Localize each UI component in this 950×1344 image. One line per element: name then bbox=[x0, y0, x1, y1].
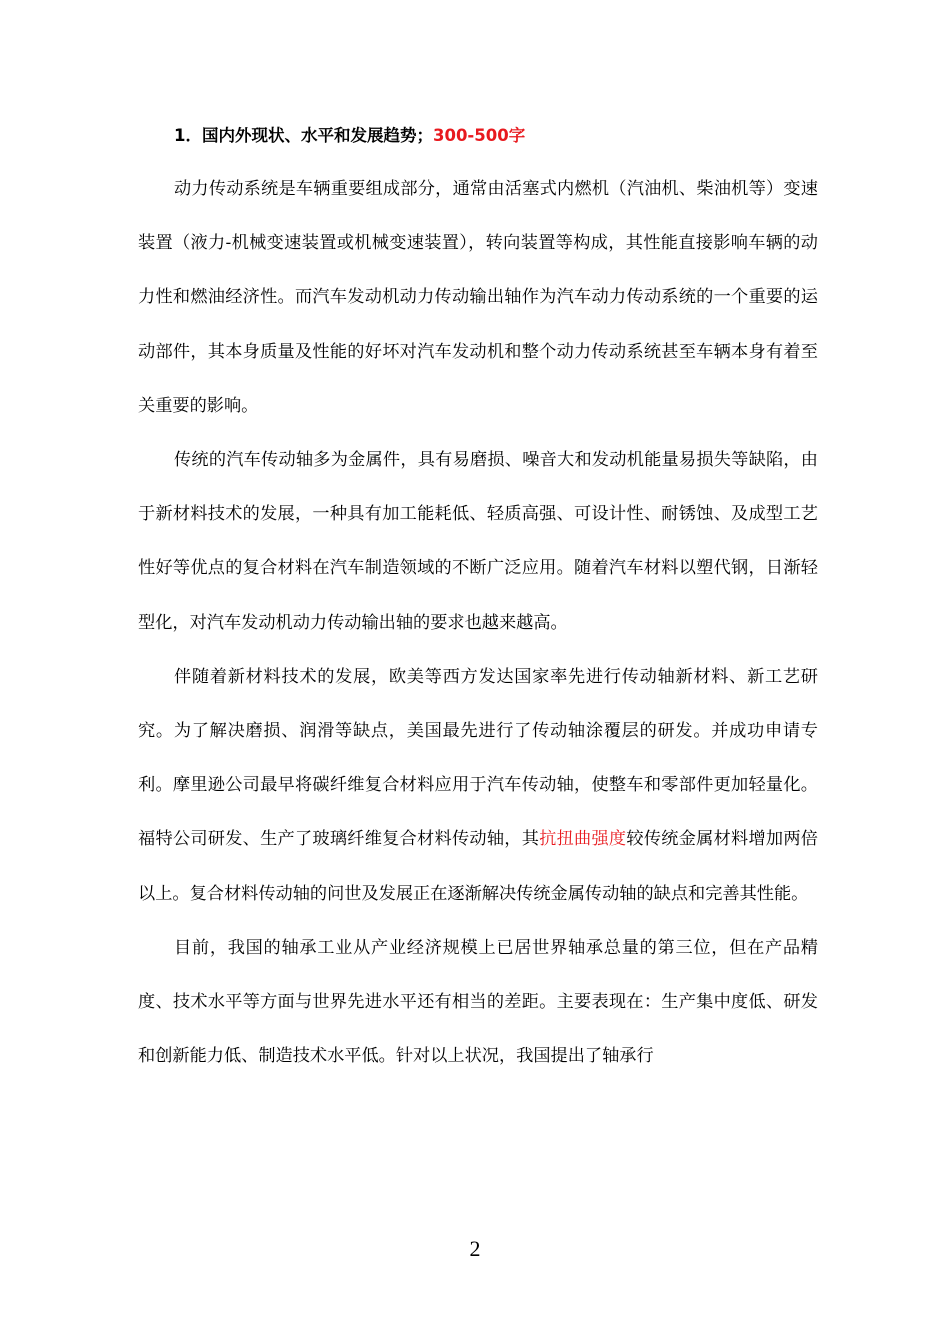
paragraph-powertrain: 动力传动系统是车辆重要组成部分，通常由活塞式内燃机（汽油机、柴油机等）变速装置（液力-机械变速装置或机械变速装置），转向装置等构成，其性能直接影响车辆的动力性和燃油经济性。而汽车发动机动力传动输出轴作为汽车动力传动系统的一个重要的运动部件，其本身质量及性能的好坏对汽车发动机和整个动力传动系统甚至车辆本身有着至关重要的影响。 bbox=[138, 179, 818, 416]
paragraph-domestic-status: 目前，我国的轴承工业从产业经济规模上已居世界轴承总量的第三位，但在产品精度、技术水平等方面与世界先进水平还有相当的差距。主要表现在：生产集中度低、研发和创新能力低、制造技术水平低。针对以上状况，我国提出了轴承行 bbox=[138, 937, 818, 1067]
paragraph-foreign-development-after: 较传统金属材料增加两倍以上。复合材料传动轴的问世及发展正在逐渐解决传统金属传动轴的缺点和完善其性能。 bbox=[138, 829, 818, 904]
page-content bbox=[138, 118, 818, 1083]
paragraph-foreign-development-before: 伴随着新材料技术的发展，欧美等西方发达国家率先进行传动轴新材料、新工艺研究。为了解决磨损、润滑等缺点，美国最先进行了传动轴涂覆层的研发。并成功申请专利。摩里逊公司最早将碳纤维复合材料应用于汽车传动轴，使整车和零部件更加轻量化。福特公司研发、生产了玻璃纤维复合材料传动轴，其 bbox=[138, 666, 818, 850]
paragraph-foreign-development bbox=[138, 650, 818, 921]
highlighted-term: 抗扭曲强度 bbox=[539, 829, 627, 850]
section-heading-word-count: 300-500字 bbox=[432, 126, 526, 145]
paragraph-traditional-shafts: 传统的汽车传动轴多为金属件，具有易磨损、噪音大和发动机能量易损失等缺陷，由于新材料技术的发展，一种具有加工能耗低、轻质高强、可设计性、耐锈蚀、及成型工艺性好等优点的复合材料在汽车制造领域的不断广泛应用。随着汽车材料以塑代钢，日渐轻型化，对汽车发动机动力传动输出轴的要求也越来越高。 bbox=[138, 450, 818, 633]
page-number: 2 bbox=[469, 1236, 481, 1261]
section-heading bbox=[138, 118, 818, 154]
section-heading-label: 1．国内外现状、水平和发展趋势； bbox=[174, 126, 433, 145]
